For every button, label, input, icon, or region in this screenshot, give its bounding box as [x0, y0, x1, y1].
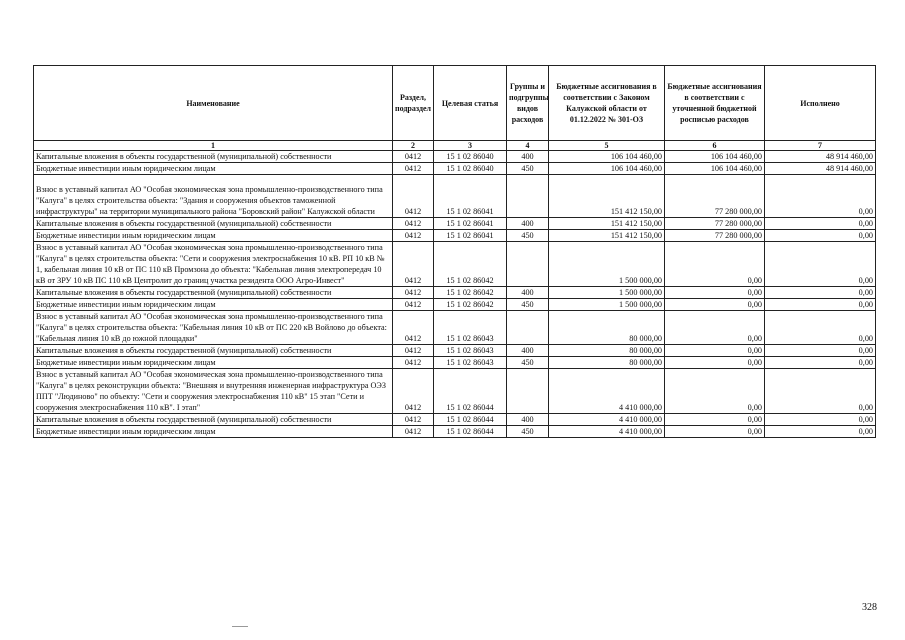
table-row: [34, 218, 876, 230]
row-list: 77 280 000,00: [665, 218, 765, 230]
row-executed: 0,00: [765, 369, 876, 414]
row-section: 0412: [393, 230, 434, 242]
row-law: 151 412 150,00: [549, 230, 665, 242]
row-law: 80 000,00: [549, 357, 665, 369]
row-target: 15 1 02 86040: [434, 151, 507, 163]
col-number: 2: [393, 141, 434, 151]
row-target: 15 1 02 86041: [434, 175, 507, 218]
row-section: 0412: [393, 345, 434, 357]
row-target: 15 1 02 86044: [434, 414, 507, 426]
row-executed: 48 914 460,00: [765, 151, 876, 163]
row-list: 106 104 460,00: [665, 151, 765, 163]
row-law: 4 410 000,00: [549, 414, 665, 426]
col-number: 3: [434, 141, 507, 151]
row-law: 151 412 150,00: [549, 175, 665, 218]
row-law: 106 104 460,00: [549, 151, 665, 163]
row-group: 450: [507, 163, 549, 175]
row-group: [507, 175, 549, 218]
row-law: 151 412 150,00: [549, 218, 665, 230]
row-law: 80 000,00: [549, 345, 665, 357]
table-row: [34, 299, 876, 311]
table-row: [34, 230, 876, 242]
row-target: 15 1 02 86041: [434, 230, 507, 242]
row-law: 1 500 000,00: [549, 287, 665, 299]
row-group: 400: [507, 287, 549, 299]
row-list: 0,00: [665, 311, 765, 345]
row-executed: 0,00: [765, 175, 876, 218]
table-row: [34, 345, 876, 357]
budget-table: [33, 65, 876, 438]
row-group: 450: [507, 357, 549, 369]
row-law: 4 410 000,00: [549, 426, 665, 438]
row-executed: 0,00: [765, 242, 876, 287]
page-number: 328: [862, 602, 877, 613]
table-row: [34, 414, 876, 426]
row-list: 0,00: [665, 242, 765, 287]
row-name: Бюджетные инвестиции иным юридическим лицам: [34, 163, 393, 175]
row-executed: 0,00: [765, 230, 876, 242]
row-name: Капитальные вложения в объекты государственной (муниципальной) собственности: [34, 345, 393, 357]
row-section: 0412: [393, 299, 434, 311]
col-number: 1: [34, 141, 393, 151]
row-executed: 48 914 460,00: [765, 163, 876, 175]
row-name: Взнос в уставный капитал АО "Особая экономическая зона промышленно-производственного типа "Калуга" в целях строительства объекта: "Здания и сооружения объектов таможенной инфраструктуры" на территории муниципального района "Боровский район" Калужской области: [34, 175, 393, 218]
table-row: [34, 175, 876, 218]
table-row: [34, 426, 876, 438]
col-header-executed: Исполнено: [765, 66, 876, 141]
row-section: 0412: [393, 414, 434, 426]
row-name: Капитальные вложения в объекты государственной (муниципальной) собственности: [34, 151, 393, 163]
row-group: [507, 311, 549, 345]
table-row: [34, 357, 876, 369]
row-name: Взнос в уставный капитал АО "Особая экономическая зона промышленно-производственного типа "Калуга" в целях строительства объекта: "Сети и сооружения электроснабжения 10 кВ. РП 10 кВ № 1, кабельная линия 10 кВ от ПС 110 кВ Промзона до объекта: "Кабельная линия электропередач 10 кВ от ЗРУ 10 кВ ПС 110 кВ Центролит до границ участка резидента ООО Агро-Инвест": [34, 242, 393, 287]
row-executed: 0,00: [765, 357, 876, 369]
row-group: [507, 369, 549, 414]
column-number-row: [34, 141, 876, 151]
col-header-list: Бюджетные ассигнования в соответствии с уточненной бюджетной росписью расходов: [665, 66, 765, 141]
row-group: 450: [507, 230, 549, 242]
row-executed: 0,00: [765, 311, 876, 345]
row-group: 400: [507, 218, 549, 230]
row-list: 0,00: [665, 414, 765, 426]
header-row: [34, 66, 876, 141]
row-name: Взнос в уставный капитал АО "Особая экономическая зона промышленно-производственного типа "Калуга" в целях реконструкции объекта: "Внешняя и внутренняя инженерная инфраструктура ОЭЗ ППТ "Людиново" по объекту: "Сети и сооружения электроснабжения 110 кВ" 15 этап "Сети и сооружения электроснабжения 110 кВ". I этап": [34, 369, 393, 414]
row-target: 15 1 02 86043: [434, 357, 507, 369]
row-executed: 0,00: [765, 345, 876, 357]
row-list: 77 280 000,00: [665, 175, 765, 218]
scan-artifact: [232, 626, 248, 627]
row-name: Капитальные вложения в объекты государственной (муниципальной) собственности: [34, 287, 393, 299]
row-target: 15 1 02 86041: [434, 218, 507, 230]
row-section: 0412: [393, 151, 434, 163]
col-header-name: Наименование: [34, 66, 393, 141]
col-header-target: Целевая статья: [434, 66, 507, 141]
row-name: Бюджетные инвестиции иным юридическим лицам: [34, 299, 393, 311]
row-name: Бюджетные инвестиции иным юридическим лицам: [34, 230, 393, 242]
col-number: 7: [765, 141, 876, 151]
row-name: Капитальные вложения в объекты государственной (муниципальной) собственности: [34, 414, 393, 426]
row-law: 1 500 000,00: [549, 299, 665, 311]
row-target: 15 1 02 86042: [434, 287, 507, 299]
col-header-section: Раздел, подраздел: [393, 66, 434, 141]
row-name: Капитальные вложения в объекты государственной (муниципальной) собственности: [34, 218, 393, 230]
table-row: [34, 151, 876, 163]
row-list: 0,00: [665, 299, 765, 311]
row-section: 0412: [393, 357, 434, 369]
row-executed: 0,00: [765, 218, 876, 230]
row-list: 0,00: [665, 287, 765, 299]
row-section: 0412: [393, 311, 434, 345]
col-header-law: Бюджетные ассигнования в соответствии с Законом Калужской области от 01.12.2022 № 301-ОЗ: [549, 66, 665, 141]
table-row: [34, 242, 876, 287]
row-executed: 0,00: [765, 299, 876, 311]
row-target: 15 1 02 86040: [434, 163, 507, 175]
row-law: 106 104 460,00: [549, 163, 665, 175]
row-target: 15 1 02 86043: [434, 311, 507, 345]
row-target: 15 1 02 86042: [434, 242, 507, 287]
row-list: 0,00: [665, 369, 765, 414]
row-law: 4 410 000,00: [549, 369, 665, 414]
row-target: 15 1 02 86044: [434, 426, 507, 438]
table-row: [34, 369, 876, 414]
row-group: 450: [507, 299, 549, 311]
row-target: 15 1 02 86044: [434, 369, 507, 414]
row-group: 400: [507, 345, 549, 357]
row-group: [507, 242, 549, 287]
row-list: 106 104 460,00: [665, 163, 765, 175]
row-list: 0,00: [665, 345, 765, 357]
row-name: Бюджетные инвестиции иным юридическим лицам: [34, 357, 393, 369]
col-number: 6: [665, 141, 765, 151]
table-row: [34, 163, 876, 175]
col-header-groups: Группы и подгруппы видов расходов: [507, 66, 549, 141]
row-section: 0412: [393, 175, 434, 218]
row-group: 450: [507, 426, 549, 438]
row-section: 0412: [393, 242, 434, 287]
col-number: 5: [549, 141, 665, 151]
row-list: 0,00: [665, 357, 765, 369]
row-target: 15 1 02 86043: [434, 345, 507, 357]
row-target: 15 1 02 86042: [434, 299, 507, 311]
row-list: 0,00: [665, 426, 765, 438]
col-number: 4: [507, 141, 549, 151]
row-law: 1 500 000,00: [549, 242, 665, 287]
row-group: 400: [507, 151, 549, 163]
row-name: Бюджетные инвестиции иным юридическим лицам: [34, 426, 393, 438]
row-executed: 0,00: [765, 287, 876, 299]
row-law: 80 000,00: [549, 311, 665, 345]
row-section: 0412: [393, 426, 434, 438]
row-list: 77 280 000,00: [665, 230, 765, 242]
row-executed: 0,00: [765, 426, 876, 438]
row-section: 0412: [393, 218, 434, 230]
row-section: 0412: [393, 287, 434, 299]
row-group: 400: [507, 414, 549, 426]
row-name: Взнос в уставный капитал АО "Особая экономическая зона промышленно-производственного типа "Калуга" в целях строительства объекта: "Кабельная линия 10 кВ от ПС 220 кВ Войлово до объекта: "Кабельная линия 10 кВ до южной площадки": [34, 311, 393, 345]
row-section: 0412: [393, 163, 434, 175]
row-executed: 0,00: [765, 414, 876, 426]
row-section: 0412: [393, 369, 434, 414]
table-row: [34, 311, 876, 345]
table-row: [34, 287, 876, 299]
